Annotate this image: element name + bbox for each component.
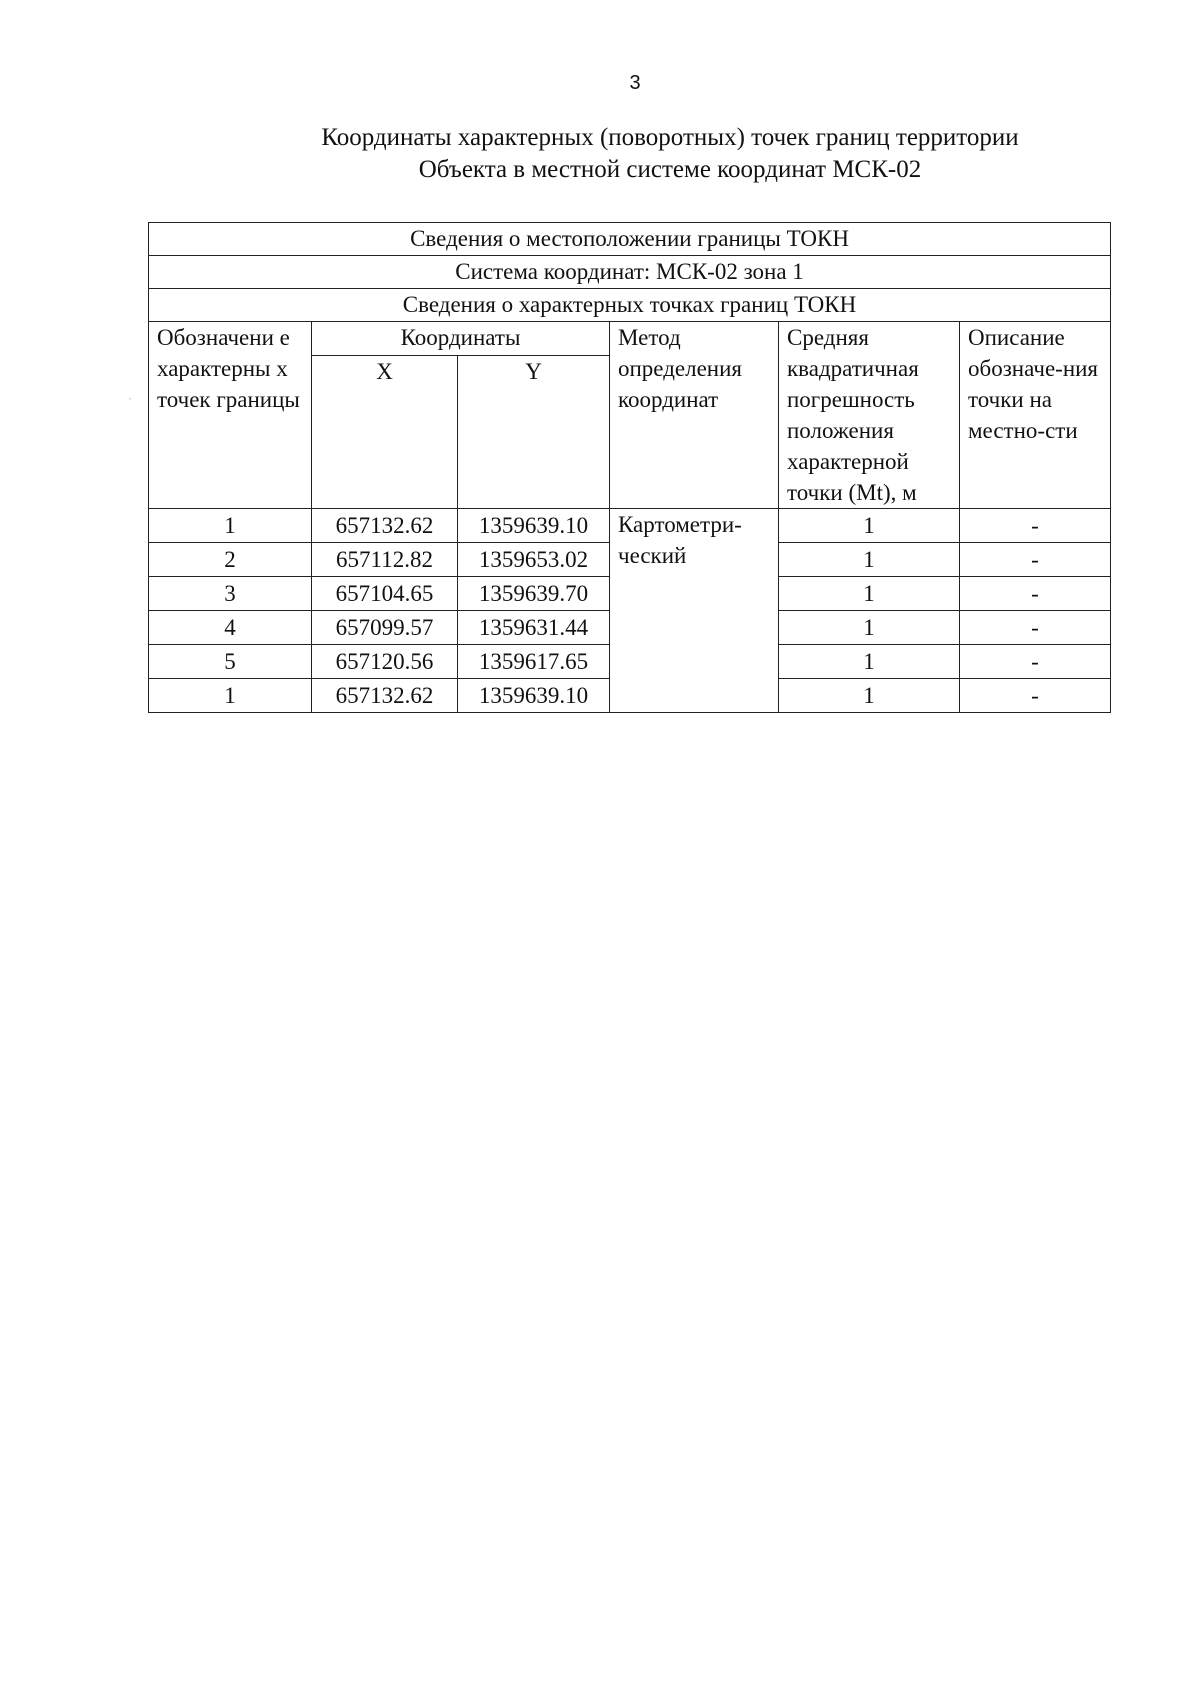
point-description: - [960,543,1111,577]
point-number: 2 [149,543,312,577]
point-number: 5 [149,645,312,679]
table-body [149,509,1111,713]
point-description: - [960,577,1111,611]
header-description: Описание обозначе-ния точки на местно-сти [960,322,1111,509]
coordinate-y: 1359653.02 [458,543,610,577]
point-number: 1 [149,509,312,543]
mean-error-value: 1 [779,577,960,611]
header-coordinates: Координаты [312,322,610,356]
point-number: 4 [149,611,312,645]
page-number: 3 [629,72,641,94]
coordinate-x: 657132.62 [312,509,458,543]
header-designation: Обозначени е характерны х точек границы [149,322,312,509]
mean-error-value: 1 [779,611,960,645]
header-error: Средняя квадратичная погрешность положения характерной точки (Mt), м [779,322,960,509]
title-line-1: Координаты характерных (поворотных) точек границ территории [321,124,1019,151]
coordinate-x: 657104.65 [312,577,458,611]
boundary-info-header: Сведения о местоположении границы ТОКН [149,223,1111,256]
coordinate-y: 1359639.10 [458,509,610,543]
point-number: 1 [149,679,312,713]
coordinate-y: 1359617.65 [458,645,610,679]
point-description: - [960,509,1111,543]
coordinate-y: 1359631.44 [458,611,610,645]
scan-speck: · [128,392,132,406]
document-title [150,122,1190,186]
coordinate-y: 1359639.70 [458,577,610,611]
header-method: Метод определения координат [610,322,779,509]
coordinates-table-container [148,222,1110,713]
point-description: - [960,679,1111,713]
point-description: - [960,645,1111,679]
coordinate-x: 657099.57 [312,611,458,645]
coordinates-table [148,222,1111,713]
mean-error-value: 1 [779,645,960,679]
method-value: Картометри-ческий [610,509,779,713]
coordinate-x: 657120.56 [312,645,458,679]
point-number: 3 [149,577,312,611]
points-info-header: Сведения о характерных точках границ ТОКН [149,289,1111,322]
header-x: X [312,356,458,509]
coordinate-y: 1359639.10 [458,679,610,713]
coordinate-system-header: Система координат: МСК-02 зона 1 [149,256,1111,289]
mean-error-value: 1 [779,509,960,543]
mean-error-value: 1 [779,679,960,713]
mean-error-value: 1 [779,543,960,577]
coordinate-x: 657112.82 [312,543,458,577]
table-row [149,509,1111,543]
point-description: - [960,611,1111,645]
title-line-2: Объекта в местной системе координат МСК-02 [418,156,922,183]
header-y: Y [458,356,610,509]
coordinate-x: 657132.62 [312,679,458,713]
